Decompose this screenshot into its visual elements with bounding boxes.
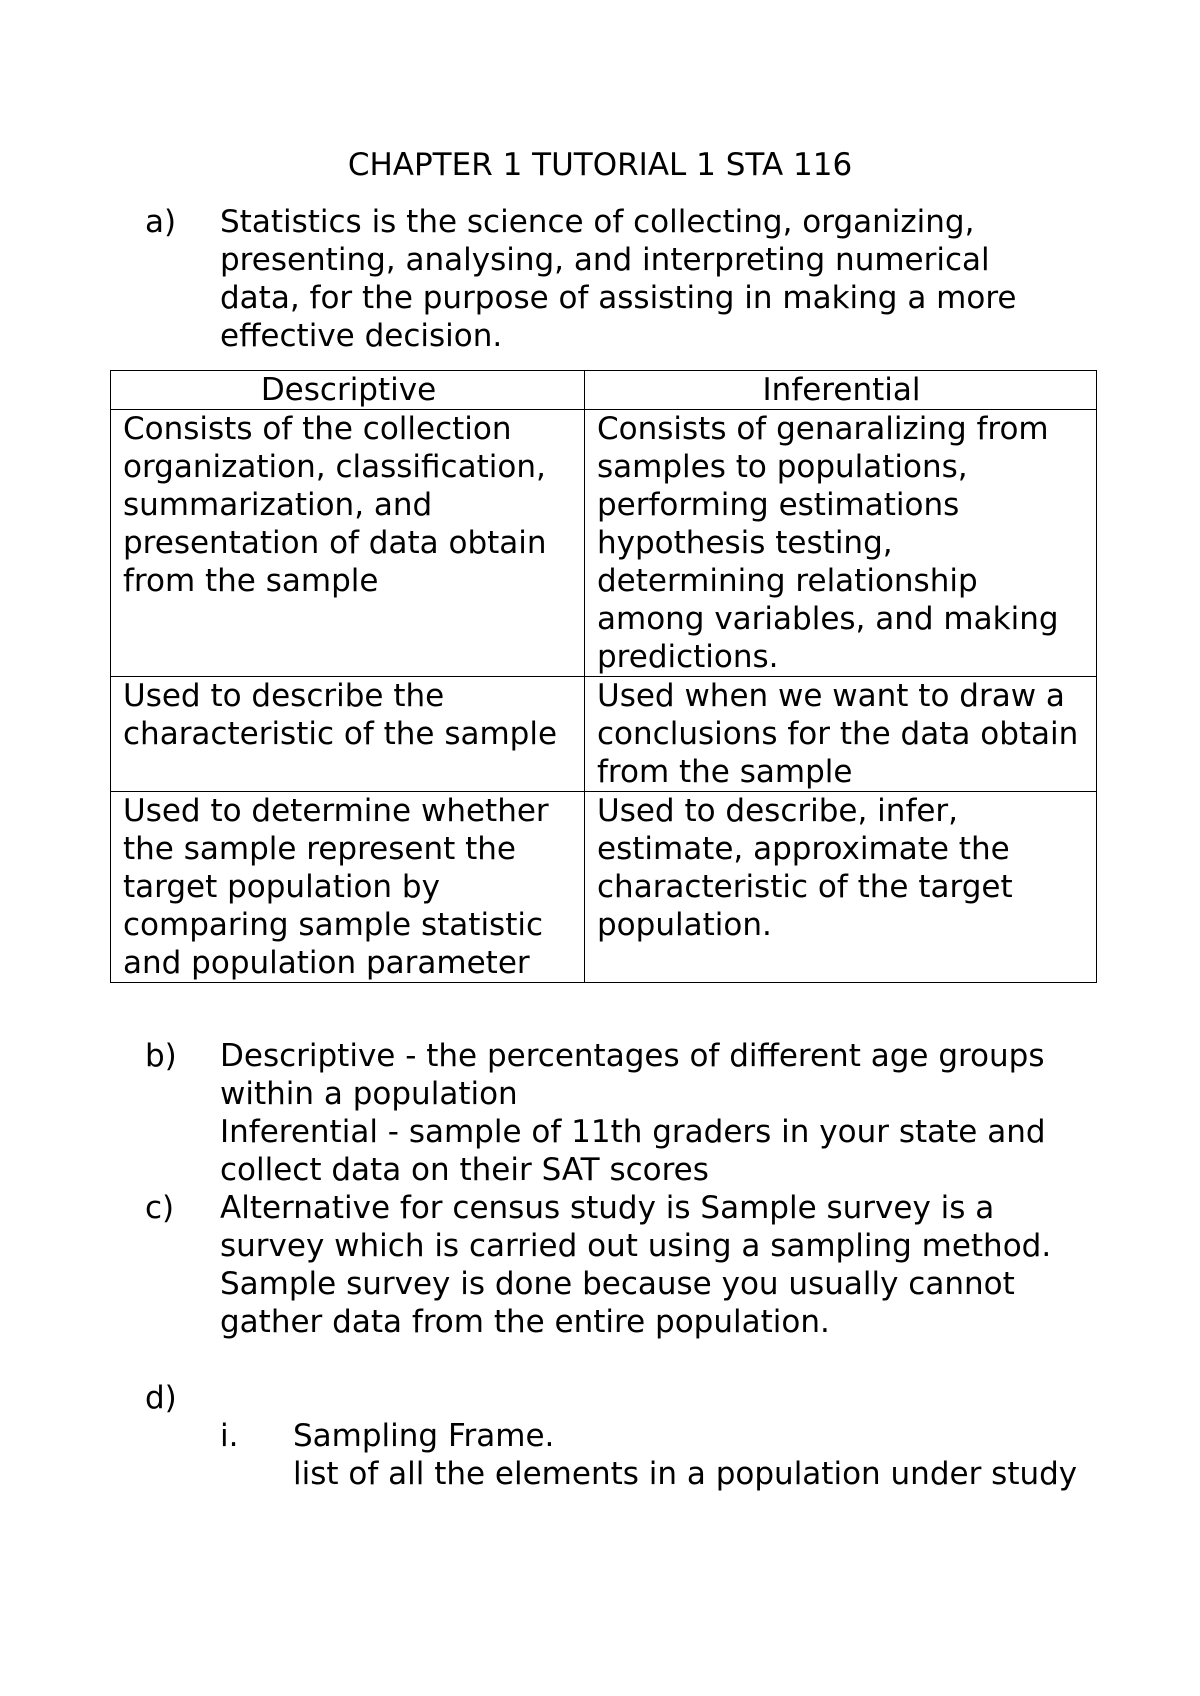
table-row: [111, 677, 1097, 792]
table-cell: Used to describe the characteristic of the sample: [111, 677, 585, 792]
section-d-marker: d): [145, 1380, 177, 1416]
section-b-line-2: Inferential - sample of 11th graders in your state and collect data on their SAT scores: [220, 1114, 1046, 1188]
section-b-line-1: Descriptive - the percentages of different age groups within a population: [220, 1038, 1045, 1112]
section-c-marker: c): [145, 1190, 175, 1226]
header-descriptive: Descriptive: [111, 371, 585, 410]
section-d-item-i-text: list of all the elements in a population under study: [293, 1456, 1078, 1492]
page-title: CHAPTER 1 TUTORIAL 1 STA 116: [347, 147, 853, 183]
section-c: [145, 1189, 1075, 1341]
table-header-row: [111, 371, 1097, 410]
section-a: [145, 203, 1075, 355]
section-d-item-i: [220, 1417, 1080, 1493]
table-row: [111, 410, 1097, 677]
section-a-marker: a): [145, 204, 177, 240]
comparison-table: [110, 370, 1097, 983]
table-cell: Used to describe, infer, estimate, approximate the characteristic of the target population.: [585, 792, 1097, 983]
section-d-item-i-heading: Sampling Frame.: [293, 1418, 555, 1454]
table-cell: Consists of genaralizing from samples to populations, performing estimations hypothesis testing, determining relationship among variables, and making predictions.: [585, 410, 1097, 677]
section-c-text: Alternative for census study is Sample survey is a survey which is carried out using a sampling method. Sample survey is done because you usually cannot gather data from the entire population.: [220, 1190, 1052, 1340]
section-b-marker: b): [145, 1038, 177, 1074]
header-inferential: Inferential: [585, 371, 1097, 410]
table-cell: Consists of the collection organization, classification, summarization, and presentation of data obtain from the sample: [111, 410, 585, 677]
table-cell: Used when we want to draw a conclusions for the data obtain from the sample: [585, 677, 1097, 792]
section-b: [145, 1037, 1075, 1189]
section-d-item-i-marker: i.: [220, 1418, 239, 1454]
section-a-text: Statistics is the science of collecting, organizing, presenting, analysing, and interpreting numerical data, for the purpose of assisting in making a more effective decision.: [220, 204, 1017, 354]
table-cell: Used to determine whether the sample represent the target population by comparing sample statistic and population parameter: [111, 792, 585, 983]
table-row: [111, 792, 1097, 983]
